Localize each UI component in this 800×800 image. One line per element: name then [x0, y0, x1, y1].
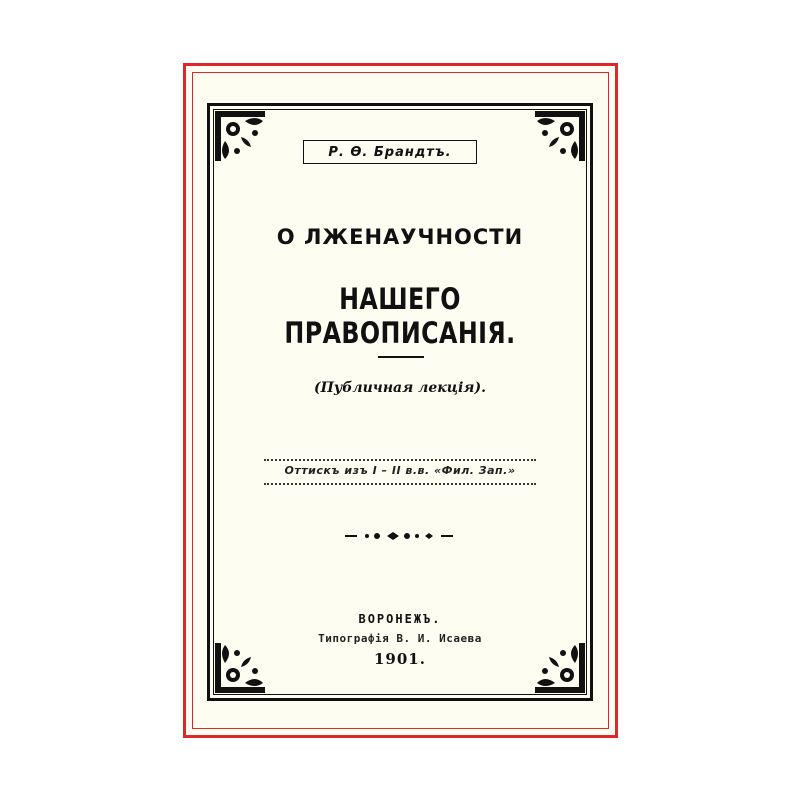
- title-line-2: НАШЕГО ПРАВОПИСАНІЯ.: [284, 282, 516, 350]
- dotted-rule-bottom: [264, 483, 536, 485]
- black-inner-frame: [213, 109, 587, 695]
- dotted-ornament-divider-icon: [345, 528, 455, 542]
- printer-name: Типографія В. И. Исаева: [318, 632, 482, 645]
- publication-year: 1901.: [374, 650, 426, 668]
- dotted-rule-top: [264, 459, 536, 461]
- title-line-1: О ЛЖЕНАУЧНОСТИ: [276, 225, 524, 249]
- floral-corner-ornament-icon: [215, 111, 265, 161]
- floral-corner-ornament-icon: [535, 111, 585, 161]
- author-label: Р. Ө. Брандтъ.: [303, 140, 477, 164]
- subtitle: (Публичная лекція).: [314, 380, 486, 396]
- title-divider-rule: [378, 356, 424, 358]
- publication-place: ВОРОНЕЖЪ.: [358, 612, 442, 626]
- offprint-note: Оттискъ изъ I – II в.в. «Фил. Зап.»: [284, 464, 516, 477]
